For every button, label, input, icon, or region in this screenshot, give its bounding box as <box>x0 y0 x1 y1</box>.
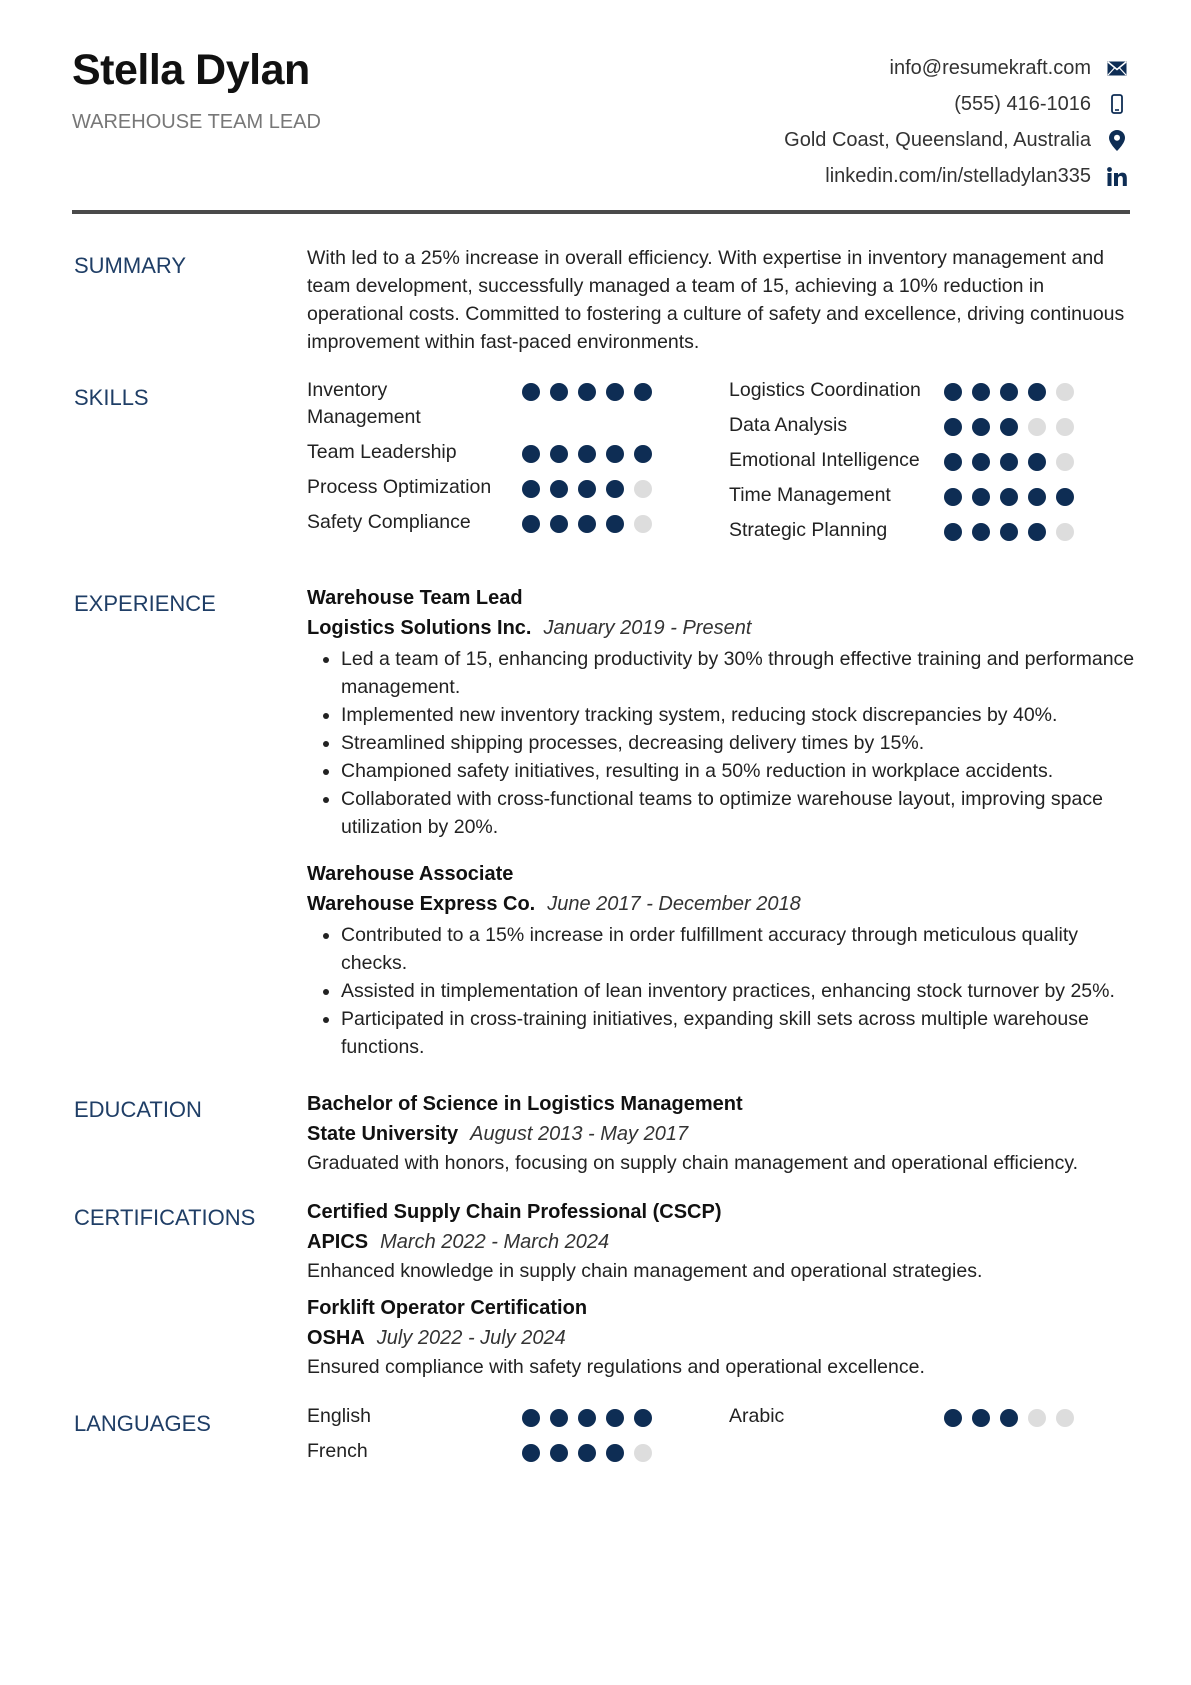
school-name: State University <box>307 1123 459 1145</box>
job-title: WAREHOUSE TEAM LEAD <box>72 111 321 133</box>
rating-dot-empty <box>634 515 652 533</box>
rating-dot-empty <box>1056 453 1074 471</box>
certification-description: Enhanced knowledge in supply chain management and operational strategies. <box>307 1260 983 1282</box>
education-heading: EDUCATION <box>74 1097 202 1122</box>
summary-heading: SUMMARY <box>74 253 187 278</box>
rating-dot-filled <box>634 445 652 463</box>
certification-dates: March 2022 - March 2024 <box>380 1231 610 1253</box>
experience-heading: EXPERIENCE <box>74 591 216 616</box>
email-text[interactable]: info@resumekraft.com <box>889 56 1091 79</box>
company-name: Logistics Solutions Inc. <box>307 617 532 639</box>
rating-dot-filled <box>522 515 540 533</box>
job-bullet: • Contributed to a 15% increase in order fulfillment accuracy through meticulous quality checks. <box>341 921 1137 977</box>
skill-row <box>729 447 1149 474</box>
rating-dot-filled <box>1028 523 1046 541</box>
phone-text[interactable]: (555) 416-1016 <box>954 92 1091 115</box>
rating-dot-filled <box>522 480 540 498</box>
rating-dot-filled <box>550 480 568 498</box>
languages-heading: LANGUAGES <box>74 1411 211 1436</box>
rating-dot-filled <box>606 383 624 401</box>
languages-left-column <box>307 1403 727 1473</box>
job-bullet: • Led a team of 15, enhancing productivity by 30% through effective training and performance management. <box>341 645 1137 701</box>
certification-meta <box>307 1323 1137 1353</box>
job-bullet: • Assisted in timplementation of lean inventory practices, enhancing stock turnover by 25%. <box>341 977 1137 1005</box>
job-entry-title: Warehouse Associate <box>307 863 514 885</box>
summary-text: With led to a 25% increase in overall efficiency. With expertise in inventory management and team development, successfully managed a team of 15, achieving a 10% reduction in operational costs. Committed to fostering a culture of safety and excellence, driving continuous improvement within fast-paced environments. <box>307 247 1125 353</box>
rating-dot-filled <box>972 488 990 506</box>
rating-dot-empty <box>1028 418 1046 436</box>
certifications-list <box>307 1197 1137 1399</box>
language-rating <box>522 1438 662 1462</box>
contact-email[interactable] <box>609 50 1129 86</box>
rating-dot-filled <box>606 480 624 498</box>
skill-rating <box>522 439 662 463</box>
certification-issuer: APICS <box>307 1231 369 1253</box>
rating-dot-filled <box>972 383 990 401</box>
rating-dot-filled <box>550 515 568 533</box>
certification-entry <box>307 1197 1137 1285</box>
skill-name: Safety Compliance <box>307 511 471 533</box>
skill-row <box>307 474 727 501</box>
rating-dot-filled <box>606 515 624 533</box>
job-bullet: • Collaborated with cross-functional teams to optimize warehouse layout, improving space utilization by 20%. <box>341 785 1137 841</box>
contact-phone[interactable] <box>609 86 1129 122</box>
rating-dot-filled <box>1000 1409 1018 1427</box>
job-entry <box>307 583 1137 841</box>
skill-name: Inventory Management <box>307 379 421 428</box>
rating-dot-filled <box>1000 383 1018 401</box>
job-entry <box>307 859 1137 1061</box>
rating-dot-filled <box>944 1409 962 1427</box>
rating-dot-filled <box>1028 453 1046 471</box>
rating-dot-filled <box>1000 418 1018 436</box>
rating-dot-filled <box>634 383 652 401</box>
language-name: Arabic <box>729 1405 785 1427</box>
job-bullets <box>307 645 1137 841</box>
rating-dot-empty <box>1056 523 1074 541</box>
skill-row <box>729 517 1149 544</box>
job-entry-title: Warehouse Team Lead <box>307 587 523 609</box>
rating-dot-filled <box>606 1444 624 1462</box>
rating-dot-filled <box>944 453 962 471</box>
rating-dot-filled <box>550 445 568 463</box>
linkedin-icon <box>1105 164 1129 188</box>
rating-dot-filled <box>1028 488 1046 506</box>
rating-dot-filled <box>522 1409 540 1427</box>
certification-meta <box>307 1227 1137 1257</box>
skill-rating <box>944 482 1084 506</box>
skills-right-column <box>729 377 1149 552</box>
rating-dot-filled <box>522 445 540 463</box>
rating-dot-filled <box>550 1409 568 1427</box>
skills-left-column <box>307 377 727 544</box>
skill-rating <box>944 412 1084 436</box>
rating-dot-filled <box>550 383 568 401</box>
skill-rating <box>944 377 1084 401</box>
education-description: Graduated with honors, focusing on supply chain management and operational efficiency. <box>307 1152 1079 1174</box>
rating-dot-filled <box>1000 523 1018 541</box>
language-row <box>307 1438 727 1465</box>
skill-row <box>729 482 1149 509</box>
certification-dates: July 2022 - July 2024 <box>376 1327 566 1349</box>
rating-dot-empty <box>1028 1409 1046 1427</box>
skill-name: Data Analysis <box>729 414 848 436</box>
rating-dot-filled <box>944 523 962 541</box>
rating-dot-filled <box>578 1409 596 1427</box>
education-dates: August 2013 - May 2017 <box>470 1123 689 1145</box>
skill-rating <box>522 509 662 533</box>
job-bullets <box>307 921 1137 1061</box>
company-name: Warehouse Express Co. <box>307 893 536 915</box>
rating-dot-filled <box>606 1409 624 1427</box>
skill-name: Logistics Coordination <box>729 379 921 401</box>
rating-dot-filled <box>522 1444 540 1462</box>
language-name: English <box>307 1405 371 1427</box>
rating-dot-empty <box>1056 1409 1074 1427</box>
rating-dot-filled <box>634 1409 652 1427</box>
skill-row <box>729 412 1149 439</box>
rating-dot-filled <box>578 1444 596 1462</box>
skill-rating <box>522 474 662 498</box>
rating-dot-filled <box>972 1409 990 1427</box>
skill-row <box>729 377 1149 404</box>
rating-dot-filled <box>972 453 990 471</box>
job-entry-meta <box>307 889 1137 919</box>
skill-row <box>307 439 727 466</box>
contact-info <box>609 50 1129 194</box>
skills-heading: SKILLS <box>74 385 149 410</box>
candidate-name: Stella Dylan <box>72 46 310 94</box>
rating-dot-empty <box>1056 383 1074 401</box>
education-meta <box>307 1119 1137 1149</box>
job-bullet: • Participated in cross-training initiatives, expanding skill sets across multiple warehouse functions. <box>341 1005 1137 1061</box>
contact-linkedin[interactable] <box>609 158 1129 194</box>
rating-dot-empty <box>634 480 652 498</box>
rating-dot-filled <box>1056 488 1074 506</box>
certification-issuer: OSHA <box>307 1327 365 1349</box>
skill-rating <box>944 447 1084 471</box>
rating-dot-empty <box>1056 418 1074 436</box>
rating-dot-filled <box>972 523 990 541</box>
experience-list <box>307 583 1137 1079</box>
job-entry-meta <box>307 613 1137 643</box>
skill-rating <box>522 377 662 401</box>
rating-dot-filled <box>578 480 596 498</box>
certifications-heading: CERTIFICATIONS <box>74 1205 256 1230</box>
rating-dot-filled <box>1000 453 1018 471</box>
job-dates: June 2017 - December 2018 <box>547 893 801 915</box>
rating-dot-filled <box>522 383 540 401</box>
language-row <box>729 1403 1149 1430</box>
rating-dot-filled <box>944 418 962 436</box>
skill-name: Team Leadership <box>307 441 457 463</box>
certification-description: Ensured compliance with safety regulations and operational excellence. <box>307 1356 925 1378</box>
location-text: Gold Coast, Queensland, Australia <box>784 128 1091 151</box>
certification-title: Forklift Operator Certification <box>307 1297 588 1319</box>
rating-dot-filled <box>550 1444 568 1462</box>
rating-dot-filled <box>1000 488 1018 506</box>
job-bullet: • Streamlined shipping processes, decreasing delivery times by 15%. <box>341 729 1137 757</box>
degree-title: Bachelor of Science in Logistics Management <box>307 1093 743 1115</box>
language-name: French <box>307 1440 368 1462</box>
contact-location <box>609 122 1129 158</box>
rating-dot-filled <box>578 445 596 463</box>
skill-name: Time Management <box>729 484 891 506</box>
phone-icon <box>1105 92 1129 116</box>
rating-dot-filled <box>944 488 962 506</box>
rating-dot-filled <box>944 383 962 401</box>
education-list <box>307 1089 1137 1177</box>
rating-dot-filled <box>578 383 596 401</box>
map-pin-icon <box>1105 128 1129 152</box>
rating-dot-filled <box>1028 383 1046 401</box>
rating-dot-filled <box>606 445 624 463</box>
languages-right-column <box>729 1403 1149 1438</box>
language-rating <box>522 1403 662 1427</box>
skill-row <box>307 509 727 536</box>
certification-title: Certified Supply Chain Professional (CSCP) <box>307 1201 722 1223</box>
rating-dot-filled <box>578 515 596 533</box>
certification-entry <box>307 1293 1137 1381</box>
linkedin-text[interactable]: linkedin.com/in/stelladylan335 <box>825 164 1091 187</box>
header-divider <box>72 210 1130 214</box>
rating-dot-filled <box>972 418 990 436</box>
skill-name: Emotional Intelligence <box>729 449 920 471</box>
language-rating <box>944 1403 1084 1427</box>
job-bullet: • Implemented new inventory tracking system, reducing stock discrepancies by 40%. <box>341 701 1137 729</box>
skill-row <box>307 377 727 431</box>
language-row <box>307 1403 727 1430</box>
job-dates: January 2019 - Present <box>543 617 752 639</box>
skill-rating <box>944 517 1084 541</box>
rating-dot-empty <box>634 1444 652 1462</box>
skill-name: Process Optimization <box>307 476 492 498</box>
envelope-icon <box>1105 56 1129 80</box>
job-bullet: • Championed safety initiatives, resulting in a 50% reduction in workplace accidents. <box>341 757 1137 785</box>
skill-name: Strategic Planning <box>729 519 888 541</box>
